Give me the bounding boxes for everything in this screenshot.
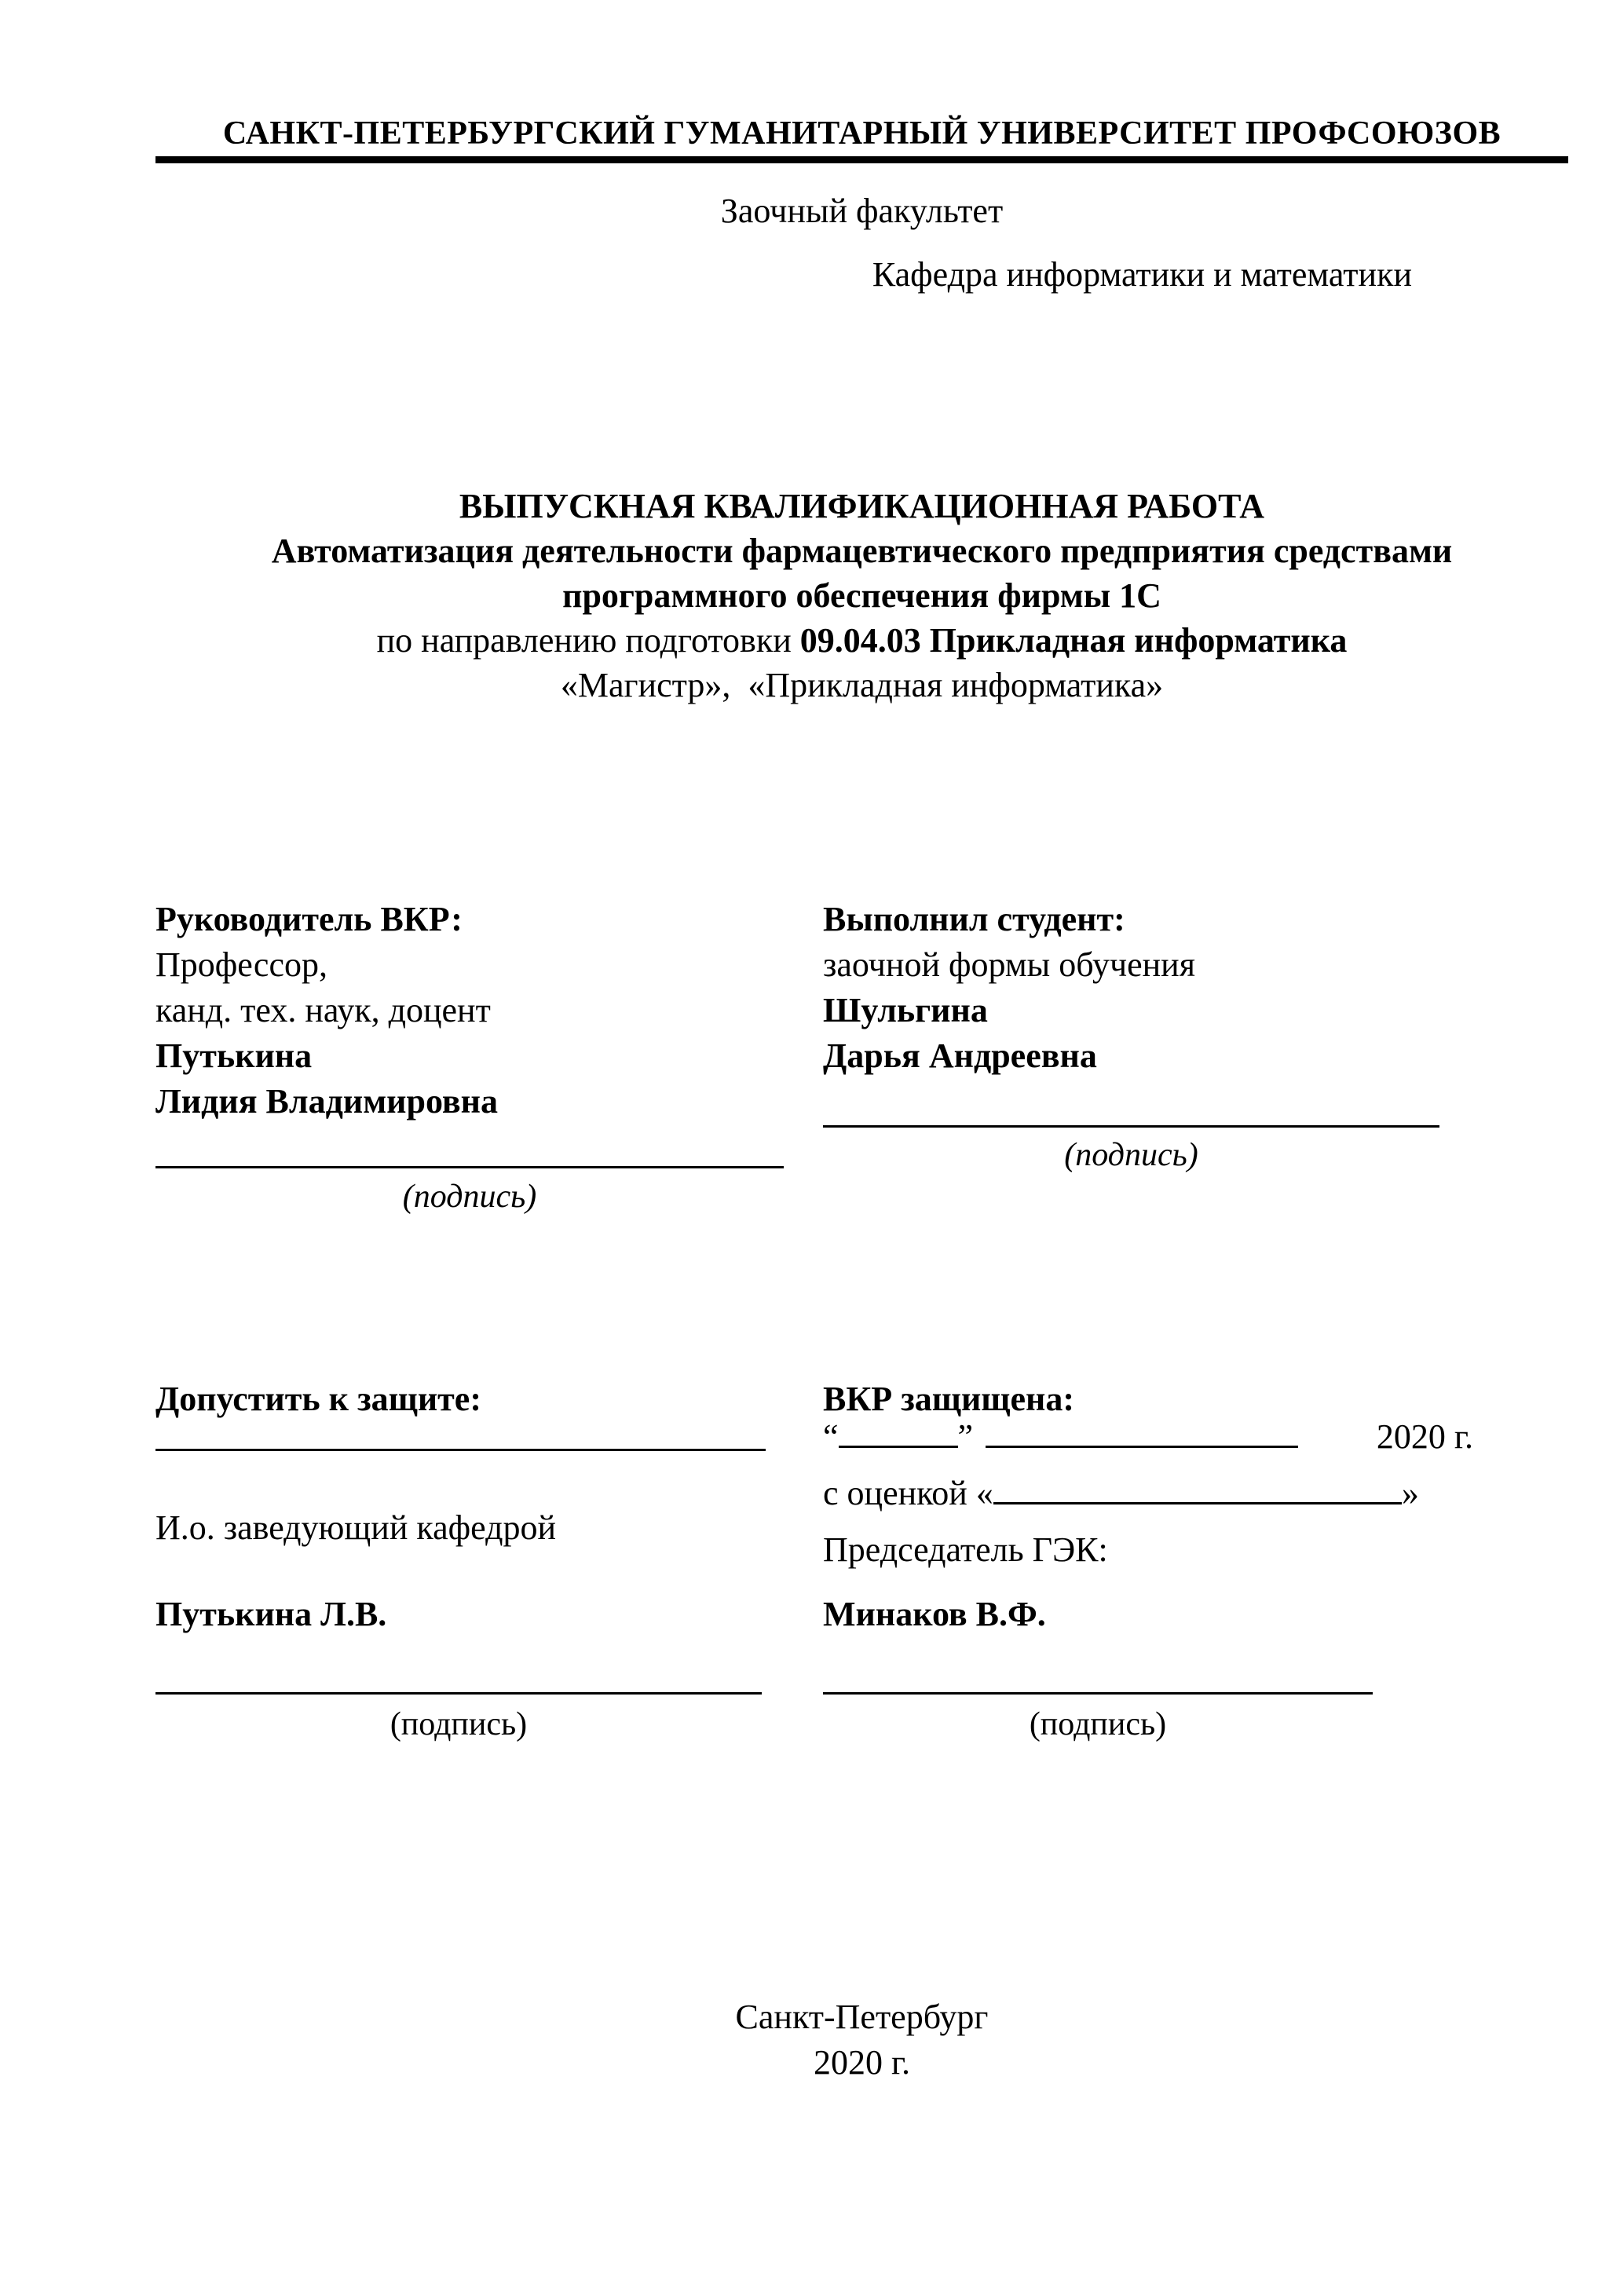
qualification-line: «Магистр», «Прикладная информатика»: [560, 666, 1164, 704]
defense-year: 2020 г.: [1376, 1417, 1473, 1456]
supervisor-name: Лидия Владимировна: [155, 1082, 499, 1121]
student-surname: Шульгина: [823, 991, 988, 1029]
admission-name: Путькина Л.В.: [155, 1595, 387, 1633]
defense-signature-caption: (подпись): [1029, 1706, 1167, 1742]
direction-prefix: по направлению подготовки: [376, 621, 800, 660]
date-month-blank: [986, 1446, 1298, 1448]
direction-line: [155, 618, 1568, 663]
student-study-form: заочной формы обучения: [823, 945, 1195, 984]
department-name: Кафедра информатики и математики: [872, 255, 1412, 294]
supervisor-rank: Профессор,: [155, 945, 327, 984]
direction-code: 09.04.03 Прикладная информатика: [799, 621, 1348, 660]
student-name: Дарья Андреевна: [823, 1036, 1097, 1075]
supervisor-degree: канд. тех. наук, доцент: [155, 991, 491, 1029]
defense-date-row: [823, 1415, 1473, 1459]
date-quote-open: “: [823, 1417, 839, 1456]
admission-heading: Допустить к защите:: [155, 1380, 481, 1418]
header-rule: [155, 156, 1568, 163]
supervisor-surname: Путькина: [155, 1036, 313, 1075]
title-block: [155, 484, 1568, 707]
admission-signature-caption: (подпись): [390, 1706, 528, 1742]
footer-year: 2020 г.: [813, 2043, 911, 2082]
defense-signature-line: [823, 1692, 1373, 1695]
defense-grade-row: [823, 1472, 1455, 1515]
date-day-blank: [839, 1446, 958, 1448]
supervisor-heading: Руководитель ВКР:: [155, 900, 463, 938]
student-block: [823, 897, 1451, 1079]
defense-heading: ВКР защищена:: [823, 1380, 1074, 1418]
thesis-title-line2: программного обеспечения фирмы 1С: [562, 576, 1161, 615]
admission-role: И.о. заведующий кафедрой: [155, 1508, 557, 1547]
supervisor-signature-caption: (подпись): [402, 1179, 537, 1215]
footer-block: [155, 1994, 1568, 2086]
date-quote-close: ”: [957, 1417, 974, 1456]
footer-city: Санкт-Петербург: [735, 1998, 989, 2036]
admission-blank-line: [155, 1449, 766, 1451]
grade-suffix: »: [1401, 1474, 1419, 1512]
admission-signature-line: [155, 1692, 762, 1695]
supervisor-block: [155, 897, 792, 1124]
chairman-label: Председатель ГЭК:: [823, 1530, 1108, 1569]
work-type: ВЫПУСКНАЯ КВАЛИФИКАЦИОННАЯ РАБОТА: [459, 487, 1265, 525]
grade-blank: [993, 1502, 1402, 1504]
student-heading: Выполнил студент:: [823, 900, 1125, 938]
student-signature-line: [823, 1125, 1439, 1128]
university-name: САНКТ-ПЕТЕРБУРГСКИЙ ГУМАНИТАРНЫЙ УНИВЕРСИТЕТ ПРОФСОЮЗОВ: [222, 115, 1501, 152]
faculty-name: Заочный факультет: [720, 192, 1004, 230]
grade-prefix: с оценкой «: [823, 1474, 993, 1512]
supervisor-signature-line: [155, 1166, 784, 1168]
thesis-title-line1: Автоматизация деятельности фармацевтического предприятия средствами: [271, 532, 1453, 570]
student-signature-caption: (подпись): [1064, 1137, 1198, 1173]
chairman-name: Минаков В.Ф.: [823, 1595, 1046, 1633]
